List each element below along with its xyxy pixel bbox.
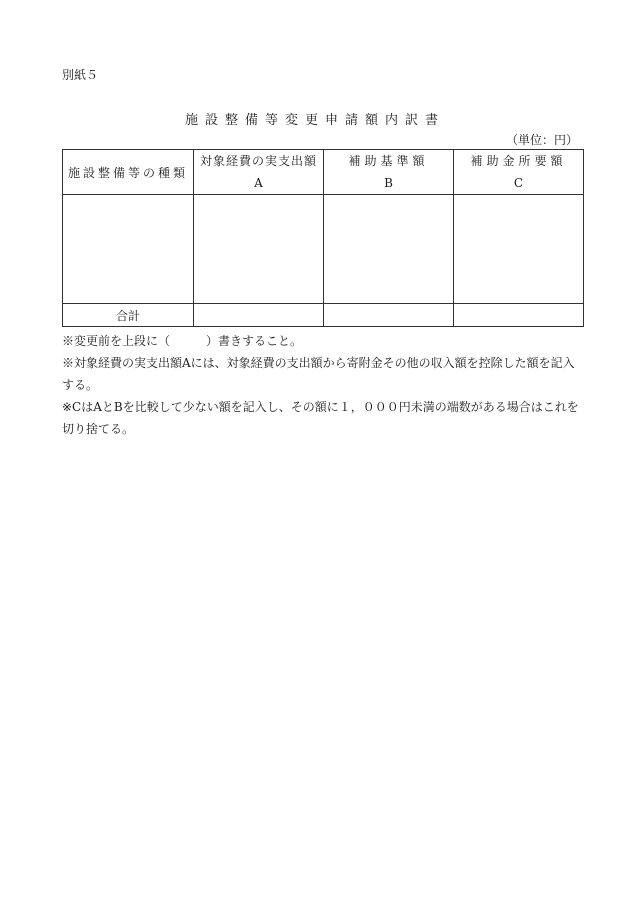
header-actual-expenditure-label: 対象経費の実支出額 (199, 154, 317, 168)
cell-subsidy-required[interactable] (454, 195, 584, 304)
total-actual-expenditure[interactable] (194, 304, 324, 327)
cell-subsidy-standard[interactable] (324, 195, 454, 304)
breakdown-table (62, 149, 584, 327)
header-subsidy-required (454, 150, 584, 195)
header-actual-expenditure-letter: A (254, 176, 263, 190)
note-item: ※変更前を上段に（ ）書きすること。 (62, 334, 303, 348)
annex-label: 別紙５ (62, 68, 99, 82)
header-actual-expenditure (194, 150, 324, 195)
header-subsidy-standard (324, 150, 454, 195)
table-header-row (63, 150, 584, 195)
notes (62, 330, 586, 440)
cell-actual-expenditure[interactable] (194, 195, 324, 304)
header-subsidy-required-letter: C (513, 176, 524, 190)
header-facility-type-label: 施設整備等の種類 (67, 165, 188, 180)
header-facility-type (63, 150, 194, 195)
total-subsidy-required[interactable] (454, 304, 584, 327)
unit-note: （単位：円） (505, 133, 578, 147)
header-subsidy-standard-letter: B (384, 176, 393, 190)
document-title: 施設整備等変更申請額内訳書 (184, 113, 445, 128)
total-label: 合計 (63, 304, 194, 327)
table-row (63, 195, 584, 304)
note-item: ※CはAとBを比較して少ない額を記入し、その額に１，０００円未満の端数がある場合はこれを切り捨てる。 (62, 400, 579, 436)
note-item: ※対象経費の実支出額Aには、対象経費の支出額から寄附金その他の収入額を控除した額を記入する。 (62, 356, 575, 392)
header-subsidy-standard-label: 補助基準額 (348, 154, 429, 168)
total-subsidy-standard[interactable] (324, 304, 454, 327)
table-total-row (63, 304, 584, 327)
header-subsidy-required-label: 補助金所要額 (470, 154, 567, 168)
cell-facility-type[interactable] (63, 195, 194, 304)
